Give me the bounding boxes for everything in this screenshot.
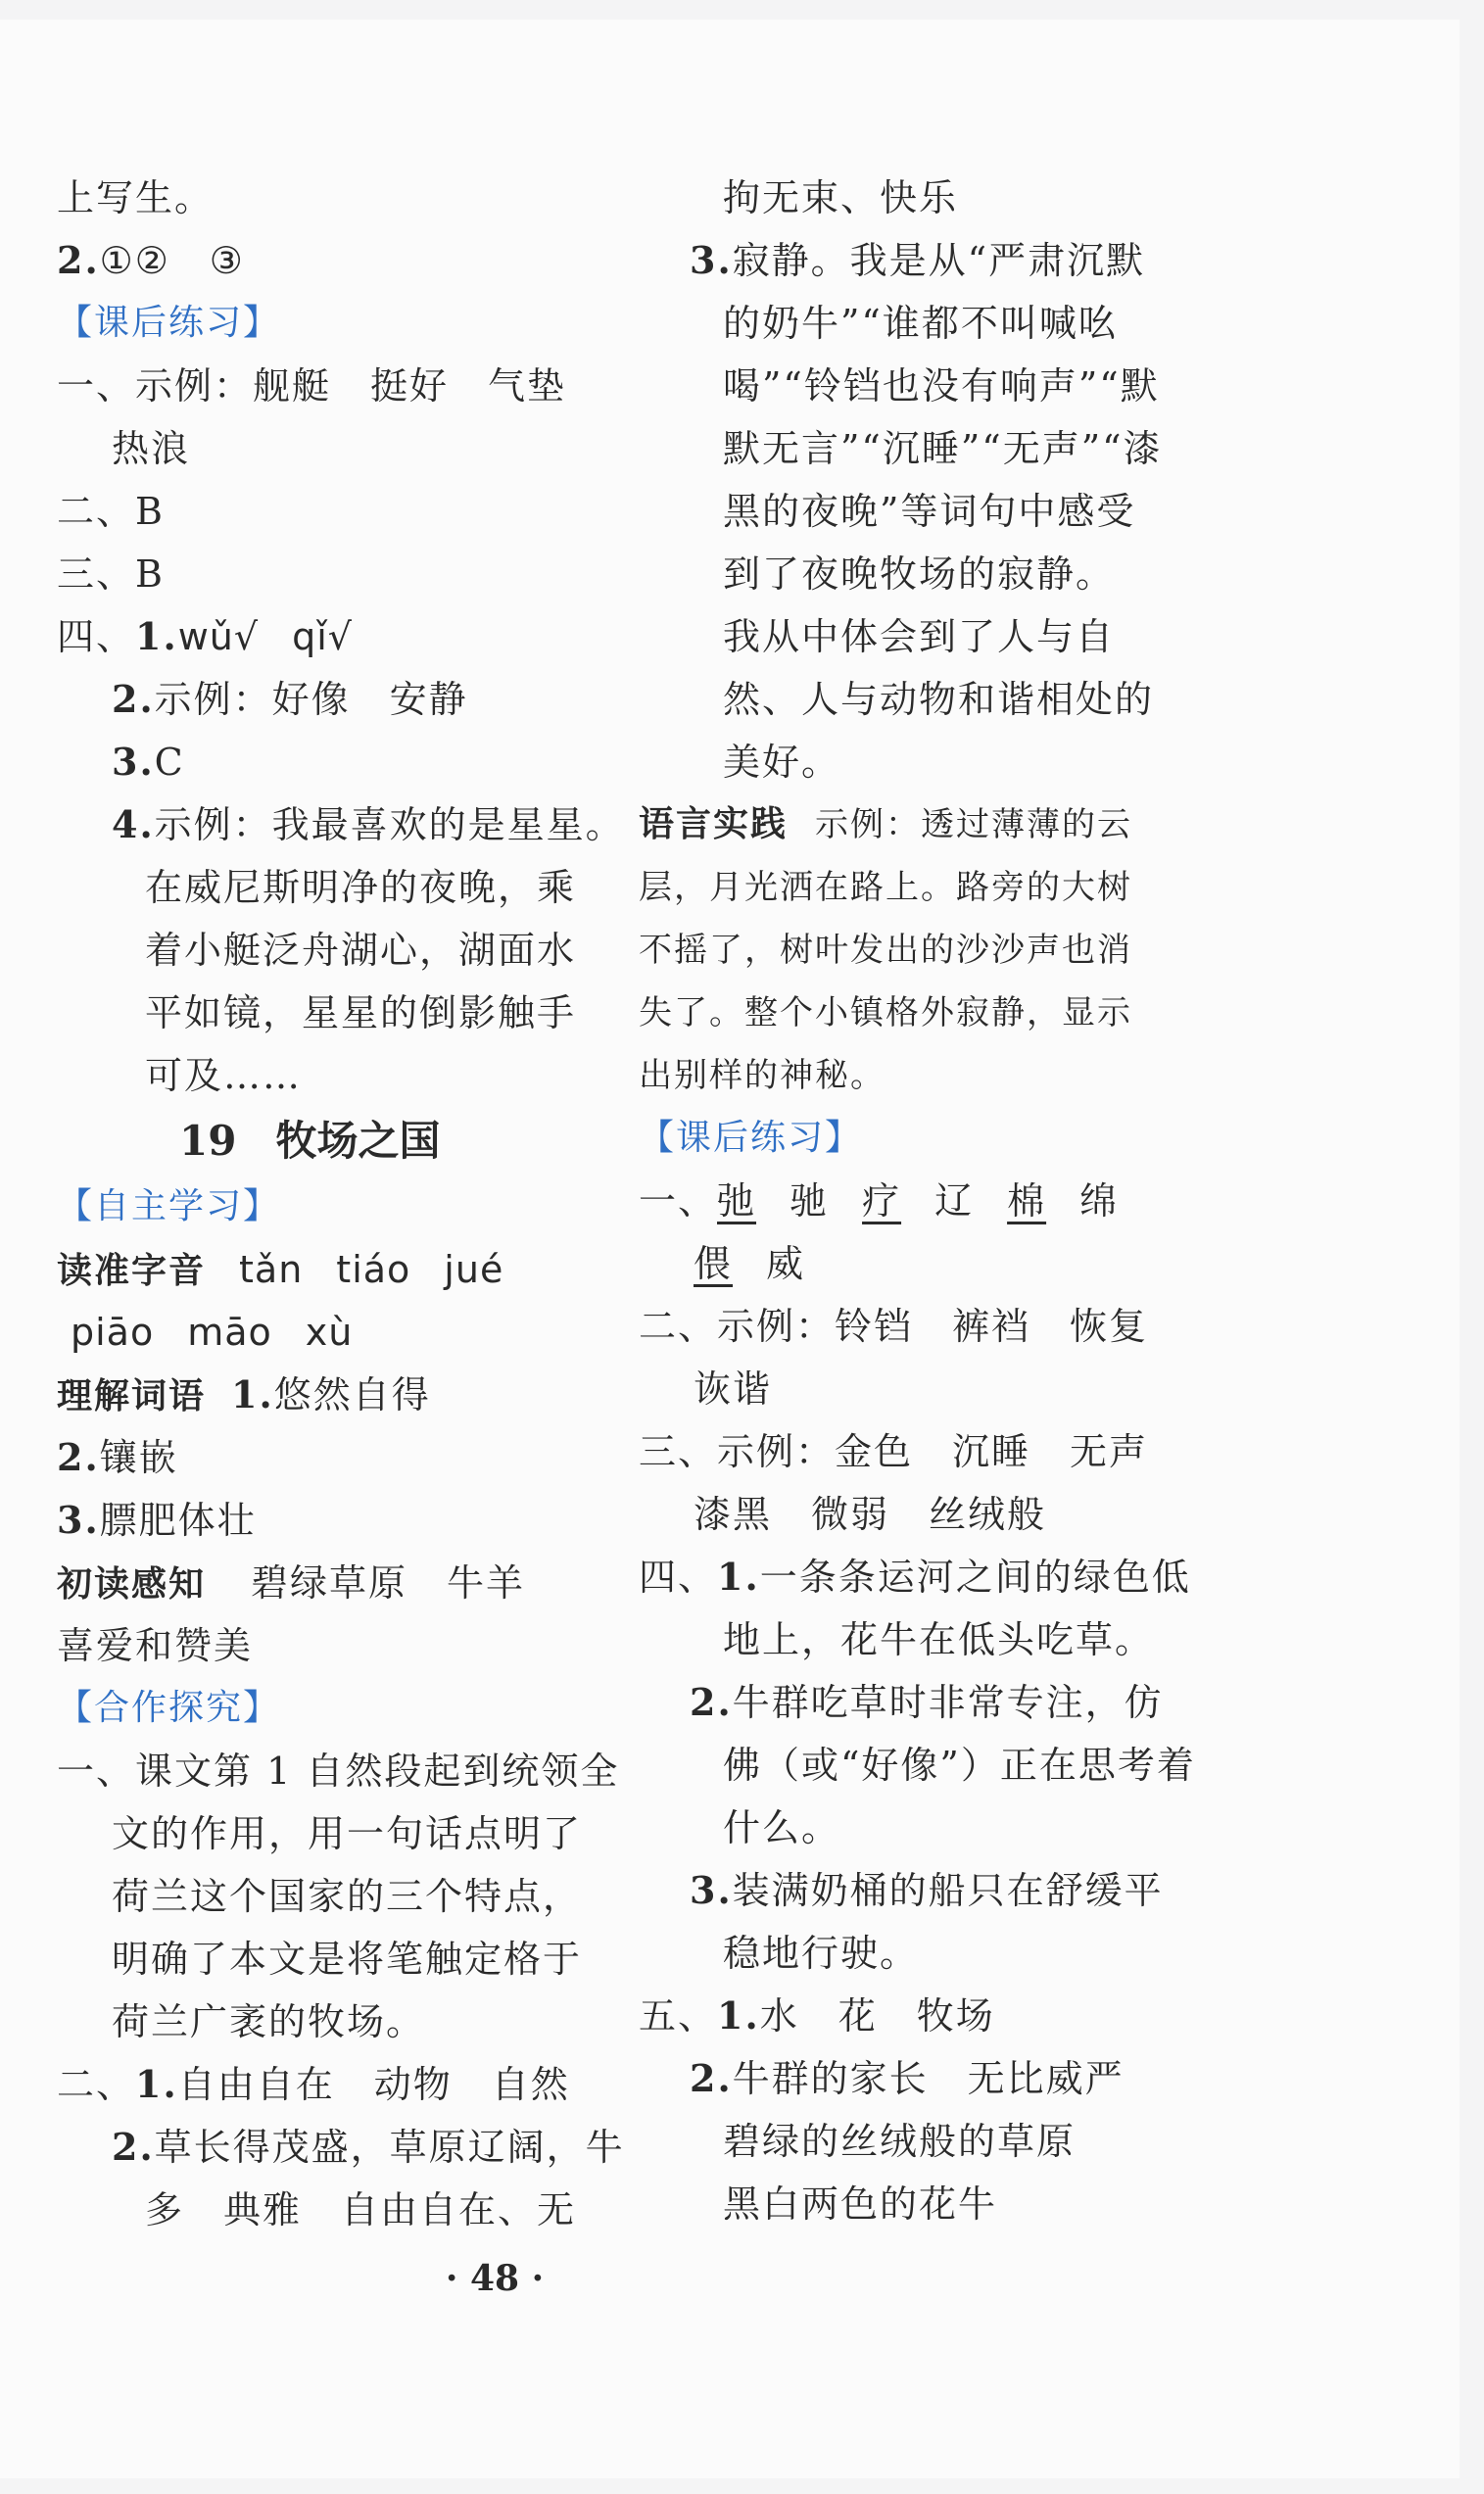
section-heading: 【课后练习】	[57, 303, 281, 343]
answer-text: 碧绿草原 牛羊	[251, 1561, 526, 1605]
answer-word: 辽	[934, 1179, 975, 1223]
answer-line: 二、示例：铃铛 裤裆 恢复	[639, 1305, 1149, 1348]
answer-text: 悠然自得	[273, 1373, 431, 1416]
answer-word: 疗	[862, 1179, 902, 1223]
left-column	[57, 167, 625, 2241]
answer-line: 荷兰这个国家的三个特点，	[112, 1875, 583, 1918]
answer-word: 威	[766, 1242, 806, 1285]
answer-word: 驰	[790, 1179, 830, 1223]
answer-line: 多 典雅 自由自在、无	[145, 2188, 577, 2231]
answer-line: 三、B	[57, 552, 165, 596]
item-number: 3.	[112, 740, 155, 784]
answer-line	[57, 1426, 615, 1489]
item-prefix: 二、	[57, 2063, 136, 2106]
answer-line	[639, 229, 1148, 292]
answer-text: 示例：透过薄薄的云	[815, 805, 1133, 844]
section-heading: 【合作探究】	[57, 1688, 281, 1728]
answer-line: 佛（或“好像”）正在思考着	[723, 1744, 1196, 1787]
item-number: 1.	[717, 1555, 760, 1599]
pinyin: xù	[305, 1311, 354, 1354]
section-heading: 【自主学习】	[57, 1186, 281, 1226]
answer-line: 喜爱和赞美	[57, 1624, 254, 1667]
answer-line: 文的作用，用一句话点明了	[112, 1812, 583, 1855]
answer-text: 一条条运河之间的绿色低	[759, 1556, 1191, 1599]
item-number: 3.	[690, 238, 733, 282]
answer-line: 热浪	[112, 427, 191, 470]
answer-line: 漆黑 微弱 丝绒般	[694, 1493, 1047, 1536]
answer-line	[57, 605, 615, 668]
answer-text: 膘肥体壮	[99, 1499, 257, 1542]
pinyin: tǎn	[239, 1248, 304, 1291]
answer-line	[57, 229, 615, 292]
pinyin: tiáo	[336, 1248, 411, 1291]
answer-text: 装满奶桶的船只在舒缓平	[732, 1869, 1164, 1912]
answer-line	[639, 1546, 1191, 1608]
answer-line: 诙谐	[694, 1367, 773, 1411]
pinyin: piāo	[71, 1311, 155, 1354]
subsection-label: 初读感知	[57, 1564, 207, 1605]
answer-line: 着小艇泛舟湖心，湖面水	[145, 929, 577, 972]
answer-line	[57, 1489, 615, 1552]
answer-line	[57, 1238, 615, 1301]
item-number: 2.	[112, 2125, 155, 2169]
answer-line	[639, 1859, 1164, 1922]
pinyin-answer: wǔ√	[177, 615, 260, 658]
item-number: 2.	[57, 238, 100, 282]
section-heading: 【课后练习】	[639, 1118, 863, 1158]
answer-line: 在威尼斯明净的夜晚，乘	[145, 866, 577, 909]
answer-line: 我从中体会到了人与自	[723, 615, 1116, 658]
answer-text: 镶嵌	[99, 1436, 178, 1479]
answer-line: 明确了本文是将笔触定格于	[112, 1938, 583, 1981]
answer-text: 牛群的家长 无比威严	[732, 2057, 1125, 2100]
answer-line	[639, 1671, 1164, 1734]
answer-text: 寂静。我是从“严肃沉默	[732, 239, 1146, 282]
answer-text: 自由自在 动物 自然	[177, 2063, 570, 2106]
answer-line: 美好。	[723, 741, 841, 784]
answer-line	[57, 1301, 615, 1364]
right-column	[639, 167, 1196, 2235]
pinyin: jué	[444, 1248, 504, 1291]
item-number: 2.	[690, 1680, 733, 1724]
answer-text: C	[154, 741, 185, 784]
answer-line: 默无言”“沉睡”“无声”“漆	[723, 427, 1163, 470]
chapter-name: 牧场之国	[275, 1117, 441, 1165]
answer-line	[639, 1170, 1148, 1232]
item-prefix: 五、	[639, 1994, 718, 2038]
answer-line: 平如镜，星星的倒影触手	[145, 991, 577, 1034]
answer-line: 层，月光洒在路上。路旁的大树	[639, 868, 1132, 907]
item-prefix: 一、	[639, 1179, 718, 1223]
answer-line	[57, 668, 615, 731]
answer-line: 可及……	[145, 1054, 303, 1097]
page-number: · 48 ·	[445, 2258, 545, 2299]
pinyin-answer: qǐ√	[292, 615, 353, 658]
answer-line	[639, 1232, 1148, 1295]
subsection-label: 语言实践	[639, 804, 789, 844]
answer-word: 弛	[717, 1179, 757, 1223]
item-number: 2.	[690, 2056, 733, 2100]
answer-word: 绵	[1079, 1179, 1120, 1223]
answer-line: 一、示例：舰艇 挺好 气垫	[57, 364, 567, 408]
answer-line	[57, 1364, 615, 1426]
answer-text: 示例：好像 安静	[154, 678, 468, 721]
item-number: 1.	[231, 1372, 274, 1416]
item-number: 1.	[135, 614, 178, 658]
answer-line	[57, 1552, 615, 1614]
chapter-number: 19	[179, 1117, 237, 1165]
item-number: 1.	[717, 1993, 760, 2038]
answer-line	[57, 2116, 625, 2179]
answer-text: ①② ③	[99, 239, 245, 282]
answer-line: 黑的夜晚”等词句中感受	[723, 490, 1136, 533]
answer-line: 喝”“铃铛也没有响声”“默	[723, 364, 1160, 408]
answer-line: 出别样的神秘。	[639, 1056, 886, 1095]
chapter-title	[57, 1107, 615, 1175]
answer-text: 水 花 牧场	[759, 1994, 995, 2038]
answer-word: 棉	[1007, 1179, 1047, 1223]
pinyin: māo	[187, 1311, 272, 1354]
subsection-label: 理解词语	[57, 1376, 207, 1416]
item-number: 3.	[690, 1868, 733, 1912]
answer-line	[57, 731, 615, 793]
answer-text: 牛群吃草时非常专注，仿	[732, 1681, 1164, 1724]
answer-line: 然、人与动物和谐相处的	[723, 678, 1155, 721]
text-line	[57, 167, 615, 229]
answer-line: 地上，花牛在低头吃草。	[723, 1618, 1155, 1661]
answer-line: 一、课文第 1 自然段起到统领全	[57, 1750, 620, 1793]
answer-text: 草长得茂盛，草原辽阔，牛	[154, 2126, 625, 2169]
answer-line: 什么。	[723, 1806, 841, 1849]
answer-line: 失了。整个小镇格外寂静，显示	[639, 993, 1132, 1032]
answer-line: 三、示例：金色 沉睡 无声	[639, 1430, 1149, 1473]
answer-line	[57, 793, 625, 856]
answer-line: 碧绿的丝绒般的草原	[723, 2120, 1077, 2163]
item-number: 2.	[57, 1435, 100, 1479]
answer-line	[639, 2047, 1148, 2110]
answer-line: 拘无束、快乐	[723, 176, 959, 219]
line-text: 上写生。	[57, 176, 215, 219]
answer-line	[639, 793, 1148, 856]
answer-word: 偎	[694, 1242, 734, 1285]
answer-line: 二、B	[57, 490, 165, 533]
answer-line: 到了夜晚牧场的寂静。	[723, 552, 1116, 596]
answer-line: 的奶牛”“谁都不叫喊吆	[723, 302, 1118, 345]
answer-line: 荷兰广袤的牧场。	[112, 2000, 426, 2043]
answer-line	[639, 1985, 1148, 2047]
item-number: 4.	[112, 802, 155, 846]
answer-line: 稳地行驶。	[723, 1932, 920, 1975]
answer-text: 示例：我最喜欢的是星星。	[154, 803, 625, 846]
item-prefix: 四、	[639, 1556, 718, 1599]
item-number: 3.	[57, 1498, 100, 1542]
item-number: 2.	[112, 677, 155, 721]
answer-line	[57, 2053, 615, 2116]
subsection-label: 读准字音	[57, 1251, 207, 1291]
answer-line: 不摇了，树叶发出的沙沙声也消	[639, 931, 1132, 970]
answer-line: 黑白两色的花牛	[723, 2182, 998, 2226]
item-number: 1.	[135, 2062, 178, 2106]
item-prefix: 四、	[57, 615, 136, 658]
